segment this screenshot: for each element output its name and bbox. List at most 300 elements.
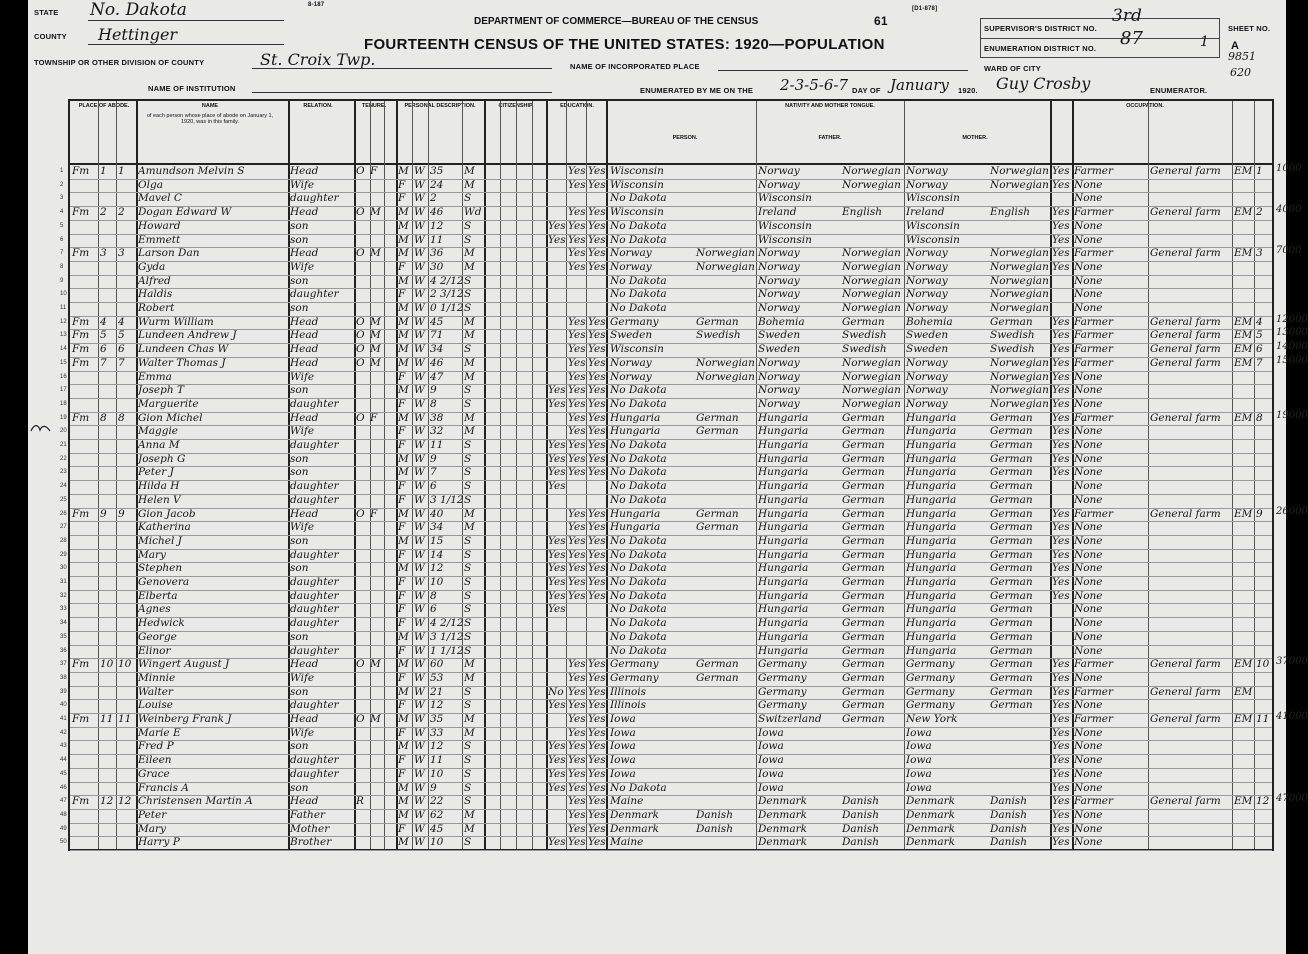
cell-own: [356, 453, 370, 467]
cell-tongue: [696, 590, 754, 604]
table-row: [60, 480, 1272, 494]
cell-fam: 7: [118, 356, 125, 369]
cell-ind: General farm: [1150, 795, 1221, 808]
cell-mark: [72, 288, 98, 302]
cell-mark: [72, 425, 98, 439]
cell-mort: M: [370, 356, 381, 369]
cell-sex: F: [398, 439, 406, 451]
cell-mtongue: German: [990, 644, 1033, 657]
cell-mtongue: English: [990, 206, 1031, 219]
group-place-of-abode: PLACE OF ABODE.: [78, 103, 130, 109]
cell-pob: No Dakota: [610, 302, 667, 314]
cell-cls: [1234, 535, 1254, 549]
cell-mark: Fm: [72, 206, 90, 219]
cell-mtongue: German: [990, 617, 1033, 630]
cell-ind: [1150, 521, 1232, 535]
cell-occ: None: [1074, 630, 1103, 643]
cell-dw: [100, 768, 116, 782]
cell-mort: [370, 535, 384, 549]
cell-sex: M: [398, 343, 409, 356]
cell-age: 47: [430, 370, 444, 383]
group-education: EDUCATION.: [560, 103, 594, 109]
cell-rel: son: [290, 534, 309, 547]
cell-dw: [100, 672, 116, 686]
cell-mpob: Norway: [906, 288, 948, 301]
cell-mort: [370, 754, 384, 768]
cell-sch: [548, 261, 566, 275]
cell-tongue: German: [696, 315, 739, 328]
cell-read: Yes: [568, 343, 586, 356]
cell-mark: [72, 836, 98, 850]
cell-cls: [1234, 576, 1254, 590]
cell-own: [356, 494, 370, 508]
cell-cls: [1234, 261, 1254, 275]
cell-ftongue: German: [842, 644, 885, 657]
cell-read: [568, 617, 586, 631]
cell-ind: [1150, 727, 1232, 741]
cell-dw: 2: [100, 206, 107, 219]
row-number: 44: [60, 757, 67, 764]
cell-rel: Head: [290, 507, 319, 520]
cell-ftongue: Swedish: [842, 343, 887, 356]
cell-cls: EM: [1234, 247, 1253, 260]
cell-tongue: Norwegian: [696, 260, 755, 273]
cell-eng: Yes: [1052, 507, 1070, 520]
table-row: [60, 370, 1272, 385]
cell-write: Yes: [588, 233, 606, 246]
table-row: [60, 288, 1272, 302]
side-number: 26000: [1276, 505, 1308, 517]
cell-pob: Germany: [610, 658, 659, 671]
cell-occ: None: [1074, 466, 1103, 479]
cell-mpob: Wisconsin: [906, 233, 960, 246]
cell-mpob: Norway: [906, 247, 948, 260]
cell-col: 5: [1256, 329, 1263, 342]
cell-tongue: [696, 795, 754, 809]
cell-pob: No Dakota: [610, 192, 667, 205]
cell-race: W: [414, 178, 425, 191]
cell-age: 11: [430, 754, 444, 767]
cell-age: 45: [430, 315, 444, 328]
cell-mtongue: Norwegian: [990, 247, 1049, 260]
cell-dw: [100, 631, 116, 645]
cell-fam: [118, 823, 134, 837]
cell-fpob: Iowa: [758, 726, 784, 739]
cell-sex: F: [398, 260, 406, 273]
cell-mpob: Hungaria: [906, 411, 957, 424]
cell-rel: daughter: [290, 617, 339, 630]
cell-fpob: Hungaria: [758, 534, 809, 547]
cell-mark: [72, 220, 98, 234]
cell-rel: son: [290, 740, 309, 753]
cell-mtongue: Norwegian: [990, 288, 1049, 301]
cell-age: 6: [430, 603, 437, 616]
cell-tongue: [696, 288, 754, 302]
cell-mpob: Wisconsin: [906, 219, 960, 232]
row-number: 18: [60, 400, 67, 407]
cell-race: W: [414, 356, 425, 369]
row-number: 8: [60, 263, 64, 270]
cell-mark: [72, 275, 98, 289]
cell-col: 2: [1256, 206, 1263, 219]
cell-ind: [1150, 617, 1232, 631]
cell-rel: Wife: [290, 671, 315, 684]
cell-sch: Yes: [548, 439, 566, 451]
cell-own: [356, 384, 370, 398]
cell-tongue: [696, 494, 754, 508]
row-number: 31: [60, 579, 67, 585]
census-title: FOURTEENTH CENSUS OF THE UNITED STATES: 1920—POPULATION: [364, 36, 885, 53]
cell-cls: [1234, 754, 1254, 768]
cell-name: Lundeen Chas W: [138, 343, 229, 356]
cell-cls: [1234, 234, 1254, 248]
cell-col: [1256, 590, 1272, 604]
cell-col: [1256, 453, 1272, 467]
cell-eng: Yes: [1052, 754, 1070, 767]
enumerator-signature: Guy Crosby: [996, 74, 1091, 93]
cell-ms: M: [464, 822, 475, 835]
cell-ind: [1150, 631, 1232, 645]
cell-col: [1256, 398, 1272, 412]
cell-pob: No Dakota: [610, 589, 667, 602]
cell-mort: F: [370, 411, 378, 424]
cell-ms: S: [464, 562, 472, 575]
enumerated-day: 2-3-5-6-7: [780, 76, 848, 94]
cell-ms: S: [464, 534, 472, 547]
cell-sex: F: [398, 671, 406, 684]
cell-ftongue: Norwegian: [842, 384, 901, 397]
cell-fpob: Switzerland: [758, 713, 822, 725]
cell-race: W: [414, 808, 425, 821]
cell-mort: [370, 795, 384, 809]
cell-mpob: Iowa: [906, 781, 932, 794]
cell-cls: [1234, 631, 1254, 645]
cell-mort: [370, 603, 384, 617]
group-relation: RELATION.: [303, 103, 333, 109]
cell-sex: M: [398, 534, 409, 547]
cell-rel: daughter: [290, 493, 339, 506]
cell-mpob: Iowa: [906, 740, 932, 753]
cell-tongue: Danish: [696, 822, 733, 835]
cell-write: Yes: [588, 343, 606, 356]
cell-ms: S: [464, 493, 472, 506]
table-row: [60, 562, 1272, 576]
cell-mark: [72, 754, 98, 768]
cell-ftongue: German: [842, 671, 885, 684]
cell-pob: No Dakota: [610, 233, 667, 246]
table-row: [60, 795, 1272, 809]
cell-fam: [118, 425, 134, 439]
cell-cls: EM: [1234, 206, 1253, 219]
cell-ind: [1150, 425, 1232, 439]
cell-own: O: [356, 411, 365, 424]
cell-col: 3: [1256, 247, 1263, 260]
cell-ind: [1150, 603, 1232, 617]
cell-mort: [370, 275, 384, 289]
cell-write: Yes: [588, 165, 606, 177]
side-number: 1000: [1276, 163, 1302, 174]
cell-dw: [100, 562, 116, 576]
cell-mtongue: Swedish: [990, 343, 1035, 356]
side-number: 13000: [1276, 327, 1308, 339]
cell-mtongue: [990, 220, 1050, 234]
cell-eng: Yes: [1052, 384, 1070, 397]
cell-age: 33: [430, 726, 444, 739]
cell-write: Yes: [588, 356, 606, 369]
cell-occ: None: [1074, 439, 1103, 451]
row-number: 39: [60, 688, 67, 695]
cell-dw: 7: [100, 356, 107, 369]
cell-ms: S: [464, 754, 472, 767]
cell-ind: [1150, 453, 1232, 467]
cell-ind: [1150, 549, 1232, 563]
cell-write: Yes: [588, 754, 606, 767]
cell-occ: None: [1074, 192, 1103, 205]
cell-fam: [118, 384, 134, 398]
cell-occ: None: [1074, 644, 1103, 657]
cell-name: Stephen: [138, 562, 183, 575]
cell-read: [568, 275, 586, 289]
cell-fam: [118, 672, 134, 686]
table-row: [60, 384, 1272, 398]
cell-rel: son: [290, 384, 309, 397]
cell-ind: [1150, 740, 1232, 754]
sheet-value: 1: [1200, 34, 1209, 50]
cell-name: Eileen: [138, 754, 172, 767]
cell-own: [356, 617, 370, 631]
cell-col: 6: [1256, 343, 1263, 356]
cell-name: Lundeen Andrew J: [138, 329, 237, 342]
cell-cls: EM: [1234, 685, 1253, 698]
cell-mort: [370, 836, 384, 850]
cell-name: Fred P: [138, 740, 174, 753]
cell-fpob: Ireland: [758, 206, 797, 219]
table-row: [60, 247, 1272, 261]
cell-cls: [1234, 836, 1254, 850]
cell-age: 9: [430, 384, 437, 397]
cell-ms: M: [464, 356, 475, 369]
cell-cls: [1234, 466, 1254, 480]
cell-ftongue: Danish: [842, 836, 879, 849]
cell-rel: daughter: [290, 192, 339, 205]
cell-fam: [118, 192, 134, 206]
cell-rel: Wife: [290, 521, 315, 534]
cell-fam: [118, 179, 134, 193]
cell-own: [356, 645, 370, 659]
cell-mpob: Norway: [906, 356, 948, 369]
cell-cls: [1234, 371, 1254, 385]
cell-own: [356, 220, 370, 234]
cell-fam: [118, 727, 134, 741]
cell-ind: [1150, 220, 1232, 234]
cell-eng: Yes: [1052, 795, 1070, 808]
cell-tongue: [696, 686, 754, 700]
cell-sex: M: [398, 781, 409, 794]
cell-race: W: [414, 644, 425, 657]
cell-sch: [548, 425, 566, 439]
cell-pob: No Dakota: [610, 480, 667, 493]
cell-sex: M: [398, 206, 409, 219]
cell-mark: [72, 521, 98, 535]
side-number: 7000: [1276, 245, 1302, 257]
cell-own: [356, 439, 370, 453]
cell-mort: M: [370, 713, 381, 725]
cell-fam: [118, 302, 134, 316]
cell-name: Helen V: [138, 493, 181, 506]
cell-eng: [1052, 631, 1070, 645]
cell-col: [1256, 535, 1272, 549]
cell-race: W: [414, 370, 425, 383]
cell-dw: [100, 494, 116, 508]
cell-pob: Maine: [610, 795, 644, 808]
cell-fpob: Iowa: [758, 767, 784, 780]
cell-rel: Head: [290, 795, 319, 808]
cell-fpob: Hungaria: [758, 425, 809, 438]
cell-tongue: [696, 234, 754, 248]
corner-note-2: 620: [1230, 66, 1251, 79]
cell-fpob: Norway: [758, 302, 800, 314]
cell-tongue: [696, 836, 754, 850]
group-citizenship: CITIZENSHIP.: [498, 103, 534, 109]
cell-ftongue: German: [842, 617, 885, 630]
cell-rel: Head: [290, 329, 319, 342]
cell-read: Yes: [568, 671, 586, 684]
cell-eng: Yes: [1052, 247, 1070, 260]
cell-ms: S: [464, 589, 472, 602]
cell-occ: None: [1074, 178, 1103, 191]
sheet-suffix: A: [1231, 40, 1240, 52]
cell-mtongue: Norwegian: [990, 274, 1049, 287]
cell-dw: [100, 234, 116, 248]
cell-dw: 4: [100, 315, 107, 328]
cell-mort: [370, 740, 384, 754]
cell-sex: F: [398, 726, 406, 739]
cell-ftongue: German: [842, 699, 885, 712]
cell-tongue: German: [696, 411, 739, 424]
cell-mark: [72, 549, 98, 563]
cell-own: R: [356, 795, 364, 808]
cell-mtongue: [990, 727, 1050, 741]
cell-mark: [72, 494, 98, 508]
cell-age: 10: [430, 767, 444, 780]
cell-fpob: Norway: [758, 397, 800, 410]
cell-col: [1256, 645, 1272, 659]
year-label: 1920.: [958, 86, 978, 95]
cell-name: Wingert August J: [138, 658, 230, 671]
cell-sex: F: [398, 480, 406, 493]
cell-col: [1256, 754, 1272, 768]
row-number: 7: [60, 250, 64, 257]
cell-read: Yes: [568, 315, 586, 328]
county-value: Hettinger: [98, 25, 178, 44]
cell-tongue: [696, 617, 754, 631]
cell-fpob: Wisconsin: [758, 233, 812, 246]
cell-fpob: Hungaria: [758, 630, 809, 643]
cell-race: W: [414, 630, 425, 643]
cell-fpob: Norway: [758, 260, 800, 273]
cell-occ: Farmer: [1074, 165, 1114, 177]
cell-read: Yes: [568, 439, 586, 451]
cell-mpob: Germany: [906, 699, 955, 712]
cell-own: [356, 768, 370, 782]
cell-col: [1256, 617, 1272, 631]
cell-ftongue: Danish: [842, 795, 879, 808]
cell-sch: [548, 275, 566, 289]
cell-mort: [370, 782, 384, 796]
cell-eng: Yes: [1052, 685, 1070, 698]
cell-own: [356, 480, 370, 494]
cell-read: Yes: [568, 589, 586, 602]
cell-pob: Maine: [610, 836, 644, 849]
cell-mort: M: [370, 329, 381, 342]
cell-tongue: Danish: [696, 808, 733, 821]
cell-age: 60: [430, 658, 444, 671]
cell-ftongue: German: [842, 713, 885, 725]
cell-read: Yes: [568, 178, 586, 191]
cell-col: [1256, 562, 1272, 576]
table-row: [60, 644, 1272, 659]
cell-ftongue: German: [842, 562, 885, 575]
cell-sch: Yes: [548, 740, 566, 753]
cell-occ: None: [1074, 452, 1103, 465]
cell-sex: M: [398, 658, 409, 671]
cell-ms: S: [464, 617, 472, 630]
cell-mort: [370, 562, 384, 576]
cell-write: Yes: [588, 439, 606, 451]
cell-col: [1256, 302, 1272, 316]
cell-pob: No Dakota: [610, 466, 667, 479]
cell-read: [568, 480, 586, 494]
cell-sex: M: [398, 165, 409, 177]
cell-mark: Fm: [72, 356, 90, 369]
cell-dw: [100, 371, 116, 385]
cell-col: [1256, 549, 1272, 563]
cell-ftongue: German: [842, 548, 885, 561]
sheet-label: SHEET NO.: [1228, 24, 1271, 33]
cell-mpob: Hungaria: [906, 439, 957, 451]
cell-race: W: [414, 192, 425, 205]
cell-rel: son: [290, 302, 309, 314]
cell-rel: son: [290, 274, 309, 287]
cell-read: Yes: [568, 576, 586, 588]
cell-race: W: [414, 822, 425, 835]
cell-dw: [100, 645, 116, 659]
cell-name: Hilda H: [138, 480, 180, 493]
cell-age: 53: [430, 671, 444, 684]
cell-mtongue: German: [990, 576, 1033, 588]
group-personal: PERSONAL DESCRIPTION.: [404, 103, 476, 109]
table-row: [60, 219, 1272, 234]
cell-eng: Yes: [1052, 219, 1070, 232]
cell-col: [1256, 672, 1272, 686]
cell-fam: [118, 521, 134, 535]
cell-ind: [1150, 699, 1232, 713]
cell-age: 10: [430, 576, 444, 588]
cell-fam: [118, 261, 134, 275]
cell-write: Yes: [588, 685, 606, 698]
cell-read: Yes: [568, 507, 586, 520]
cell-pob: No Dakota: [610, 534, 667, 547]
cell-dw: [100, 754, 116, 768]
cell-fam: [118, 234, 134, 248]
cell-name: Alfred: [138, 274, 171, 287]
cell-ind: General farm: [1150, 165, 1221, 177]
cell-mark: [72, 535, 98, 549]
table-row: [60, 507, 1272, 522]
cell-name: Maggie: [138, 425, 179, 438]
cell-dw: [100, 288, 116, 302]
cell-mark: Fm: [72, 315, 90, 328]
